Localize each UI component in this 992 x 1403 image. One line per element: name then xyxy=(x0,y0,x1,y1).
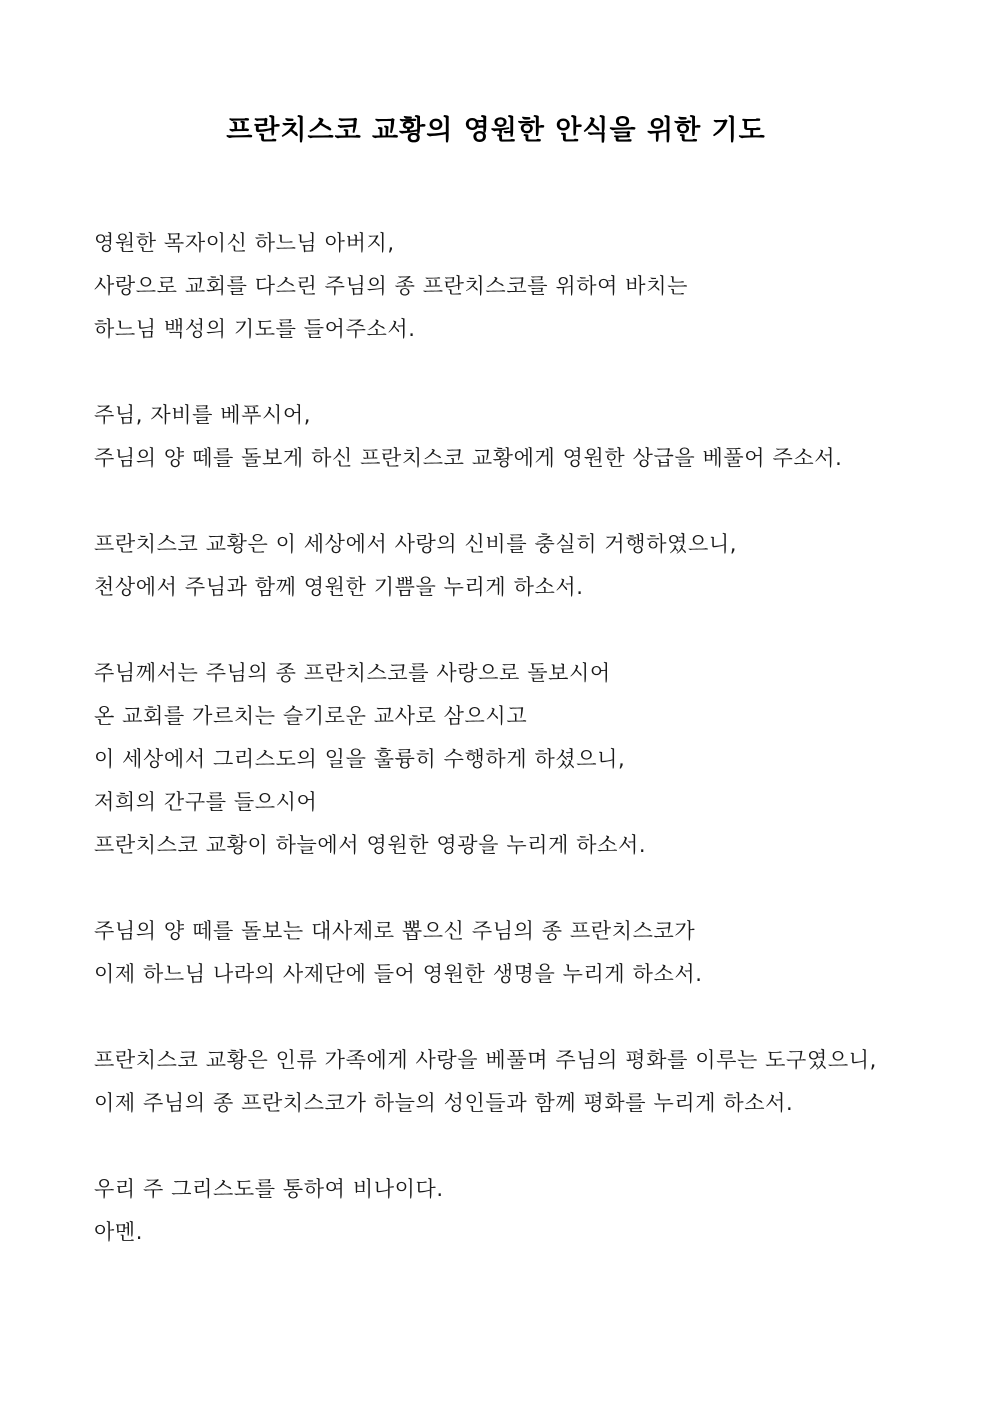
document-title: 프란치스코 교황의 영원한 안식을 위한 기도 xyxy=(226,115,766,146)
stanza-gap xyxy=(94,609,934,652)
prayer-line: 우리 주 그리스도를 통하여 비나이다. xyxy=(94,1177,444,1201)
stanza xyxy=(94,910,934,996)
prayer-body xyxy=(94,222,934,1254)
stanza-gap xyxy=(94,996,934,1039)
stanza xyxy=(94,1168,934,1254)
prayer-line: 하느님 백성의 기도를 들어주소서. xyxy=(94,317,416,341)
prayer-line: 천상에서 주님과 함께 영원한 기쁨을 누리게 하소서. xyxy=(94,575,584,599)
stanza-gap xyxy=(94,480,934,523)
prayer-line: 주님의 양 떼를 돌보게 하신 프란치스코 교황에게 영원한 상급을 베풀어 주소서. xyxy=(94,446,843,470)
stanza-gap xyxy=(94,867,934,910)
prayer-line: 사랑으로 교회를 다스린 주님의 종 프란치스코를 위하여 바치는 xyxy=(94,274,688,298)
prayer-line: 주님의 양 떼를 돌보는 대사제로 뽑으신 주님의 종 프란치스코가 xyxy=(94,919,696,943)
prayer-line: 이제 하느님 나라의 사제단에 들어 영원한 생명을 누리게 하소서. xyxy=(94,962,703,986)
prayer-line: 프란치스코 교황이 하늘에서 영원한 영광을 누리게 하소서. xyxy=(94,833,647,857)
stanza-gap xyxy=(94,351,934,394)
prayer-line: 온 교회를 가르치는 슬기로운 교사로 삼으시고 xyxy=(94,704,528,728)
prayer-line: 이 세상에서 그리스도의 일을 훌륭히 수행하게 하셨으니, xyxy=(94,747,626,771)
prayer-line: 영원한 목자이신 하느님 아버지, xyxy=(94,231,395,255)
prayer-line: 프란치스코 교황은 인류 가족에게 사랑을 베풀며 주님의 평화를 이루는 도구였으니, xyxy=(94,1048,877,1072)
prayer-line: 저희의 간구를 들으시어 xyxy=(94,790,318,814)
prayer-line: 이제 주님의 종 프란치스코가 하늘의 성인들과 함께 평화를 누리게 하소서. xyxy=(94,1091,794,1115)
stanza xyxy=(94,1039,934,1125)
stanza xyxy=(94,652,934,867)
prayer-line: 프란치스코 교황은 이 세상에서 사랑의 신비를 충실히 거행하였으니, xyxy=(94,532,738,556)
stanza-gap xyxy=(94,1125,934,1168)
stanza xyxy=(94,523,934,609)
stanza xyxy=(94,394,934,480)
stanza xyxy=(94,222,934,351)
prayer-line: 주님, 자비를 베푸시어, xyxy=(94,403,312,427)
prayer-line: 아멘. xyxy=(94,1220,144,1244)
prayer-line: 주님께서는 주님의 종 프란치스코를 사랑으로 돌보시어 xyxy=(94,661,611,685)
